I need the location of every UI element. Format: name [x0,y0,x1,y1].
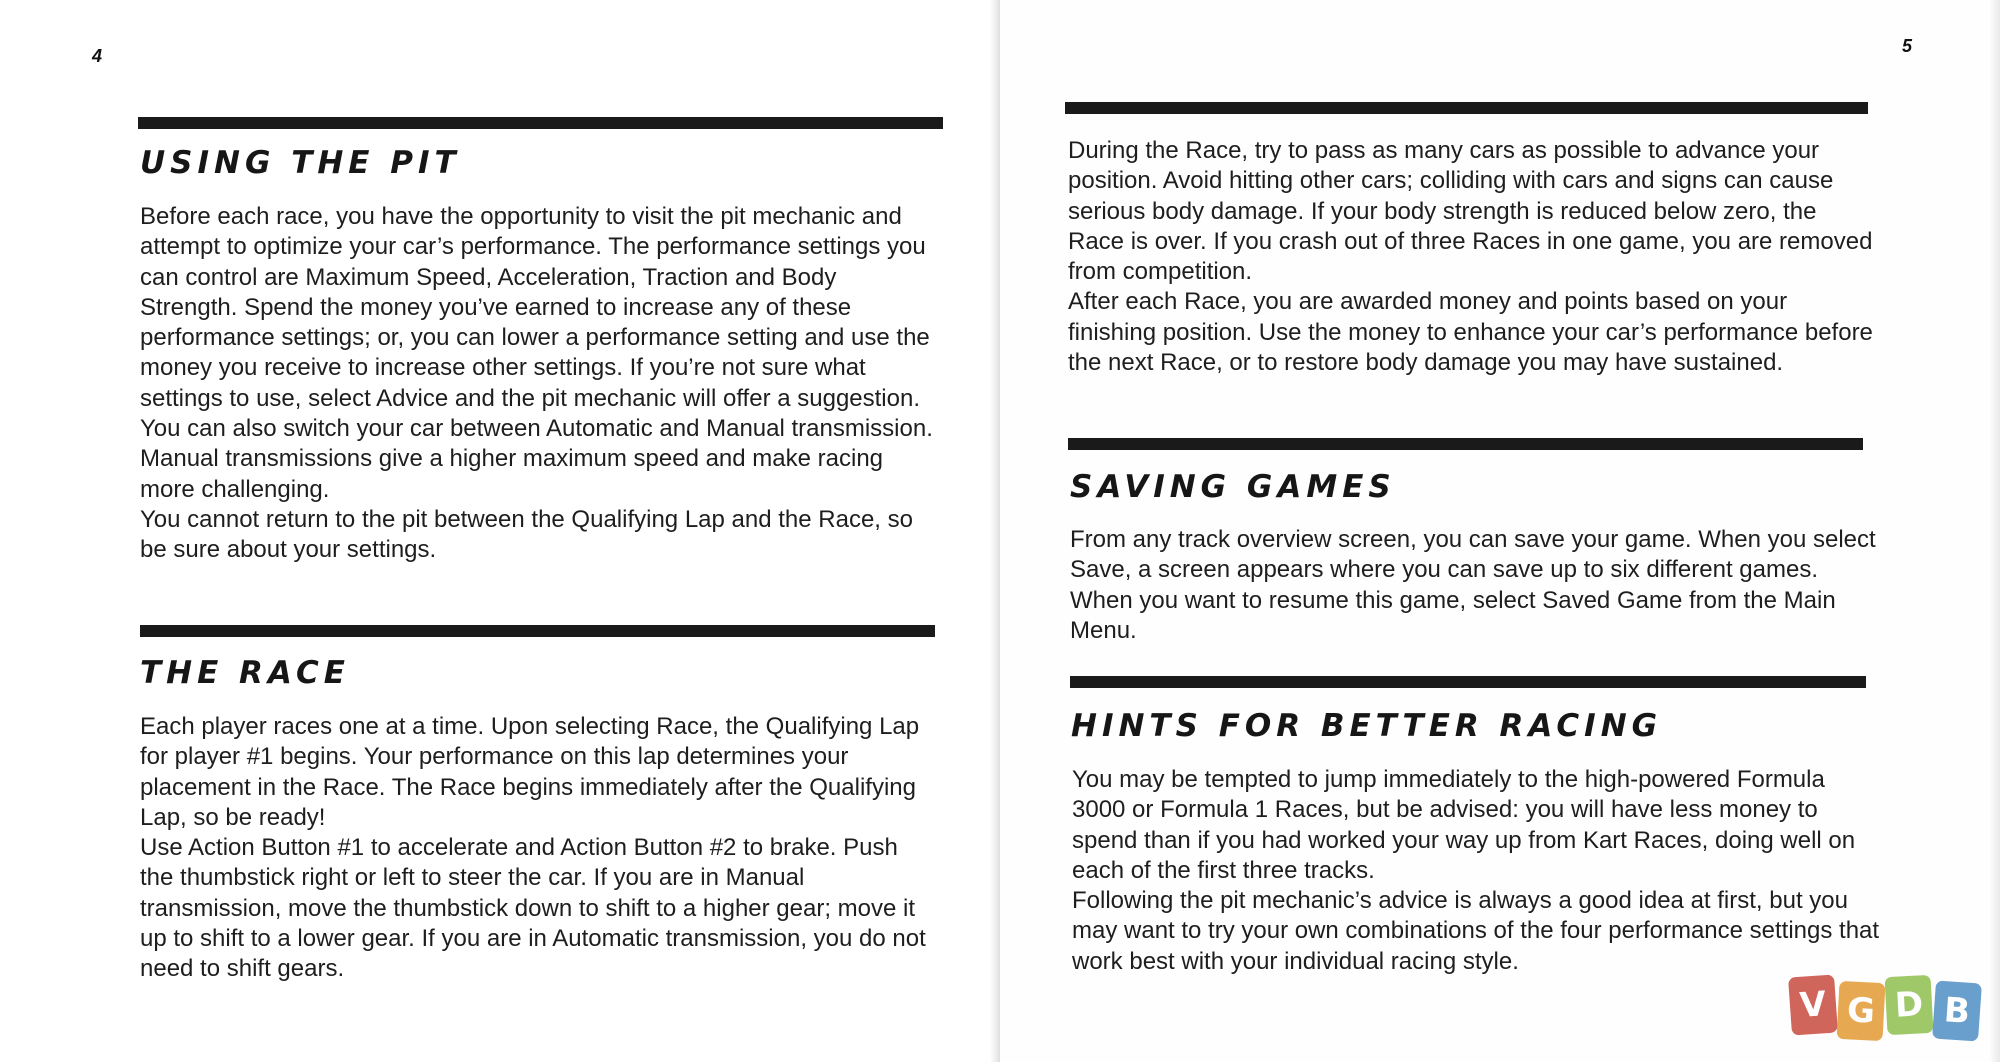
paragraph: During the Race, try to pass as many cars as possible to advance your position. Avoid hitting other cars; colliding with cars and signs can cause serious body damage. If your body strength is reduced below zero, the Race is over. If you crash out of three Races in one game, you are removed from competition. [1068,137,1873,286]
section-rule [1068,438,1863,450]
section-rule [138,117,943,129]
page-number: 4 [92,46,103,66]
page-edge-shadow [1990,0,2000,1062]
section-body-the-race [140,712,935,985]
paragraph: Use Action Button #1 to accelerate and Action Button #2 to brake. Push the thumbstick right or left to steer the car. If you are in Manual transmission, move the thumbstick down to shift to a higher gear; move it up to shift to a lower gear. If you are in Automatic transmission, you do not need to shift gears. [140,834,926,983]
left-page [0,0,995,1062]
section-rule [1070,676,1866,688]
paragraph: You can also switch your car between Automatic and Manual transmission. Manual transmissions give a higher maximum speed and make racing more challenging. [140,415,933,503]
paragraph: After each Race, you are awarded money and points based on your finishing position. Use the money to enhance your car’s performance before the next Race, or to restore body damage you may have sustained. [1068,288,1873,377]
paragraph: You cannot return to the pit between the Qualifying Lap and the Race, so be sure about your settings. [140,505,913,564]
section-rule [1065,102,1868,114]
section-body-race-intro [1068,136,1878,378]
logo-tile: B [1932,980,1982,1041]
paragraph: Each player races one at a time. Upon selecting Race, the Qualifying Lap for player #1 begins. Your performance on this lap determines your placement in the Race. The Race begins immediately after the Qualifying Lap, so be ready! [140,713,920,831]
section-rule [140,625,935,637]
section-title-using-the-pit: USING THE PIT [140,145,461,181]
section-title-saving-games: SAVING GAMES [1070,469,1396,505]
paragraph: Before each race, you have the opportunity to visit the pit mechanic and attempt to optimize your car’s performance. The performance settings you can control are Maximum Speed, Acceleration, Traction and Body Strength. Spend the money you’ve earned to increase any of these performance settings; or, you can lower a performance setting and use the money you receive to increase other settings. If you’re not sure what settings to use, select Advice and the pit mechanic will offer a suggestion. [140,203,930,412]
section-body-using-the-pit [140,202,940,566]
right-page [1000,0,2000,1062]
logo-tile: V [1788,974,1838,1035]
paragraph: From any track overview screen, you can save your game. When you select Save, a screen appears where you can save up to six different games. When you want to resume this game, select Saved Game from the Main Menu. [1070,526,1876,644]
section-body-saving-games [1070,525,1880,646]
page-number: 5 [1902,36,1913,56]
logo-tile: D [1885,975,1934,1035]
paragraph: You may be tempted to jump immediately to the high-powered Formula 3000 or Formula 1 Races, but be advised: you will have less money to spend than if you had worked your way up from Kart Races, doing well on each of the first three tracks. [1072,766,1856,884]
logo-tile: G [1837,981,1886,1041]
section-title-hints-for-better-racing: HINTS FOR BETTER RACING [1071,708,1663,744]
section-title-the-race: THE RACE [140,655,350,691]
paragraph: Following the pit mechanic’s advice is always a good idea at first, but you may want to try your own combinations of the four performance settings that work best with your individual racing style. [1072,887,1880,975]
vgdb-watermark-logo [1790,976,1990,1038]
section-body-hints [1072,765,1882,977]
